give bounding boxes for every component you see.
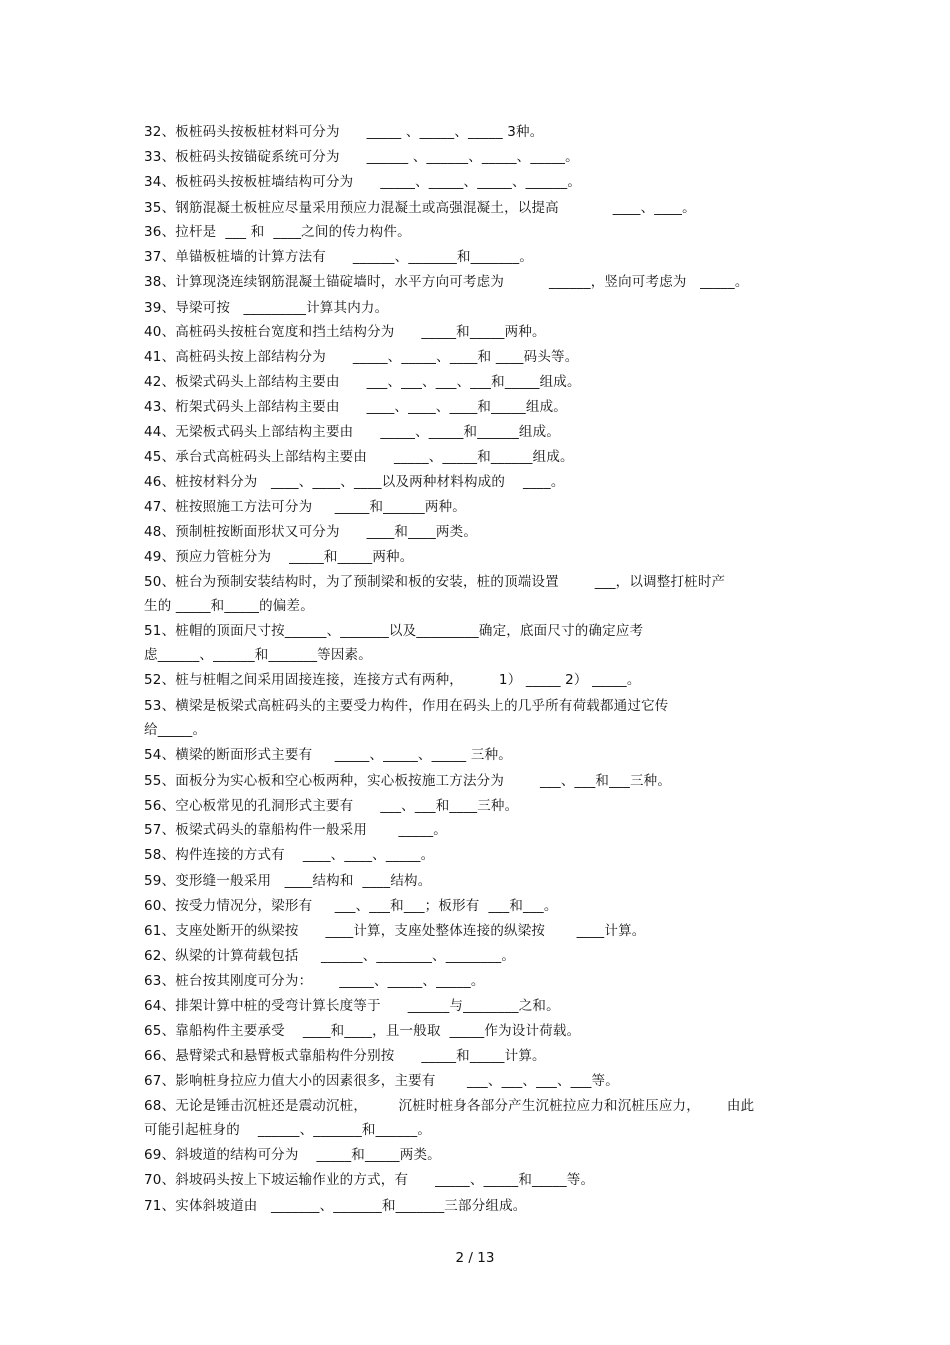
question-line: 68、无论是锤击沉桩还是震动沉桩， 沉桩时桩身各部分产生沉桩拉应力和沉桩压应力， 由此 [144, 1098, 755, 1114]
question-line: 71、实体斜坡道由 _______、_______和_______三部分组成。 [144, 1198, 527, 1214]
question-line: 44、无梁板式码头上部结构主要由 _____、_____和______组成。 [144, 424, 561, 440]
question-line: 50、桩台为预制安装结构时，为了预制梁和板的安装，桩的顶端设置 ___，以调整打桩时产 [144, 574, 726, 590]
question-line: 51、桩帽的顶面尺寸按______、_______以及_________确定，底面尺寸的确定应考 [144, 623, 644, 639]
question-line: 54、横梁的断面形式主要有 _____、_____、_____ 三种。 [144, 747, 512, 763]
question-line: 40、高桩码头按桩台宽度和挡土结构分为 _____和_____两种。 [144, 324, 546, 340]
question-line: 65、靠船构件主要承受 ____和____，且一般取 _____作为设计荷载。 [144, 1023, 581, 1039]
question-line: 35、钢筋混凝土板桩应尽量采用预应力混凝土或高强混凝土，以提高 ____、____。 [144, 200, 696, 216]
question-line: 41、高桩码头按上部结构分为 _____、_____、____和 ____码头等。 [144, 349, 579, 365]
question-line: 42、板梁式码头上部结构主要由 ___、___、___、___和_____组成。 [144, 374, 581, 390]
question-line: 43、桁架式码头上部结构主要由 ____、____、____和_____组成。 [144, 399, 567, 415]
question-line: 63、桩台按其刚度可分为： _____、_____、_____。 [144, 973, 485, 989]
question-line: 67、影响桩身拉应力值大小的因素很多，主要有 ___、___、___、___等。 [144, 1073, 619, 1089]
question-line: 37、单锚板桩墙的计算方法有 ______、_______和_______。 [144, 249, 534, 265]
question-line: 49、预应力管桩分为 _____和_____两种。 [144, 549, 414, 565]
question-line: 33、板桩码头按锚碇系统可分为 ______ 、______、_____、_____。 [144, 149, 579, 165]
question-line: 55、面板分为实心板和空心板两种，实心板按施工方法分为 ___、___和___三种。 [144, 773, 672, 789]
question-line: 66、悬臂梁式和悬臂板式靠船构件分别按 _____和_____计算。 [144, 1048, 546, 1064]
question-line: 45、承台式高桩码头上部结构主要由 _____、_____和______组成。 [144, 449, 574, 465]
question-line: 56、空心板常见的孔洞形式主要有 ___、___和____三种。 [144, 798, 519, 814]
question-line: 64、排架计算中桩的受弯计算长度等于 ______与________之和。 [144, 998, 560, 1014]
question-line: 虑______、______和_______等因素。 [144, 647, 372, 663]
question-line: 62、纵梁的计算荷载包括 ______、________、________。 [144, 948, 516, 964]
question-line: 34、板桩码头按板桩墙结构可分为 _____、_____、_____、______。 [144, 174, 582, 190]
question-line: 57、板梁式码头的靠船构件一般采用 _____。 [144, 822, 447, 838]
page-number: 2 / 13 [455, 1250, 495, 1266]
question-line: 32、板桩码头按板桩材料可分为 _____ 、_____、_____ 3种。 [144, 124, 544, 140]
question-line: 46、桩按材料分为 ____、____、____以及两种材料构成的 ____。 [144, 474, 565, 490]
question-line: 69、斜坡道的结构可分为 _____和_____两类。 [144, 1147, 441, 1163]
question-line: 39、导梁可按 _________计算其内力。 [144, 300, 389, 316]
question-line: 48、预制桩按断面形状又可分为 ____和____两类。 [144, 524, 478, 540]
question-line: 47、桩按照施工方法可分为 _____和______两种。 [144, 499, 466, 515]
question-line: 可能引起桩身的 ______、_______和______。 [144, 1122, 432, 1138]
question-line: 70、斜坡码头按上下坡运输作业的方式，有 _____、_____和_____等。 [144, 1172, 595, 1188]
question-line: 生的 _____和_____的偏差。 [144, 598, 314, 614]
question-line: 58、构件连接的方式有 ____、____、_____。 [144, 847, 435, 863]
question-line: 给_____。 [144, 722, 207, 738]
question-line: 52、桩与桩帽之间采用固接连接，连接方式有两种， 1） _____ 2） _____。 [144, 672, 641, 688]
question-line: 61、支座处断开的纵梁按 ____计算，支座处整体连接的纵梁按 ____计算。 [144, 923, 646, 939]
question-line: 38、计算现浇连续钢筋混凝土锚碇墙时，水平方向可考虑为 ______，竖向可考虑为 _____。 [144, 274, 749, 290]
question-line: 53、横梁是板梁式高桩码头的主要受力构件，作用在码头上的几乎所有荷载都通过它传 [144, 698, 669, 714]
question-line: 36、拉杆是 ___ 和 ____之间的传力构件。 [144, 224, 411, 240]
question-line: 59、变形缝一般采用 ____结构和 ____结构。 [144, 873, 432, 889]
question-line: 60、按受力情况分，梁形有 ___、___和___；板形有 ___和___。 [144, 898, 558, 914]
